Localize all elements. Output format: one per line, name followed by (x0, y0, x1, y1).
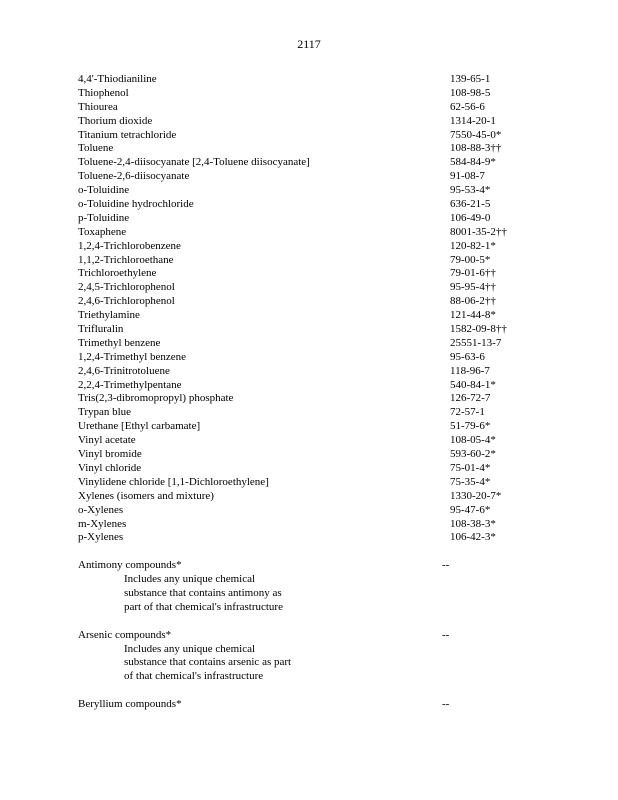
cas-number: 121-44-8* (450, 309, 496, 322)
chemical-row (78, 518, 538, 532)
cas-number: 79-00-5* (450, 253, 491, 266)
chemical-name: Trimethyl benzene (78, 336, 161, 349)
chemical-row (78, 365, 538, 379)
chemical-name: Trichloroethylene (78, 267, 157, 280)
chemical-name: m-Xylenes (78, 517, 127, 530)
chemical-row (78, 531, 538, 545)
chemical-name: Toxaphene (78, 225, 127, 238)
chemical-row (78, 476, 538, 490)
chemical-name: p-Toluidine (78, 211, 130, 224)
chemical-name: o-Toluidine (78, 184, 130, 197)
cas-number: 95-53-4* (450, 184, 491, 197)
compound-group-cas: -- (442, 559, 450, 571)
chemical-row (78, 115, 538, 129)
chemical-name: Toluene-2,6-diisocyanate (78, 170, 190, 183)
chemical-name: Trifluralin (78, 323, 124, 336)
cas-number: 636-21-5 (450, 198, 491, 211)
cas-number: 62-56-6 (450, 100, 485, 113)
chemical-row (78, 87, 538, 101)
chemical-row (78, 448, 538, 462)
chemical-row (78, 281, 538, 295)
description-line: substance that contains antimony as (124, 586, 282, 599)
compound-group-name: Arsenic compounds* (78, 628, 172, 641)
chemical-name: 1,2,4-Trimethyl benzene (78, 350, 187, 363)
chemical-row (78, 142, 538, 156)
cas-number: 75-35-4* (450, 475, 491, 488)
chemical-row (78, 504, 538, 518)
cas-number: 126-72-7 (450, 392, 491, 405)
chemical-name: Thorium dioxide (78, 114, 153, 127)
chemical-row (78, 170, 538, 184)
chemical-name: Vinyl acetate (78, 434, 136, 447)
chemical-name: o-Toluidine hydrochloride (78, 198, 194, 211)
cas-number: 1582-09-8†† (450, 323, 507, 336)
cas-number: 7550-45-0* (450, 128, 502, 141)
cas-number: 75-01-4* (450, 461, 491, 474)
compound-group-description (78, 643, 538, 685)
cas-number: 91-08-7 (450, 170, 485, 183)
chemical-row (78, 379, 538, 393)
compound-group-name: Antimony compounds* (78, 559, 182, 571)
cas-number: 1314-20-1 (450, 114, 496, 127)
chemical-row (78, 267, 538, 281)
compound-group (78, 698, 538, 712)
chemical-row (78, 462, 538, 476)
cas-number: 95-95-4†† (450, 281, 496, 294)
chemical-row (78, 101, 538, 115)
cas-number: 120-82-1* (450, 239, 496, 252)
cas-number: 95-47-6* (450, 503, 491, 516)
chemical-row (78, 240, 538, 254)
chemical-name: Toluene (78, 142, 114, 155)
chemical-name: Vinyl bromide (78, 448, 142, 461)
chemical-name: 2,2,4-Trimethylpentane (78, 378, 182, 391)
chemical-name: 2,4,6-Trinitrotoluene (78, 364, 170, 377)
chemical-name: 4,4'-Thiodianiline (78, 73, 157, 85)
chemical-name: Trypan blue (78, 406, 132, 419)
compound-group-name: Beryllium compounds* (78, 698, 182, 711)
cas-number: 108-98-5 (450, 86, 491, 99)
cas-number: 593-60-2* (450, 448, 496, 461)
chemical-name: Vinyl chloride (78, 461, 142, 474)
cas-number: 540-84-1* (450, 378, 496, 391)
chemical-name: Urethane [Ethyl carbamate] (78, 420, 201, 433)
chemical-list (78, 73, 538, 545)
description-line: Includes any unique chemical (124, 572, 256, 585)
cas-number: 79-01-6†† (450, 267, 496, 280)
chemical-name: 2,4,5-Trichlorophenol (78, 281, 175, 294)
chemical-row (78, 351, 538, 365)
chemical-name: Tris(2,3-dibromopropyl) phosphate (78, 392, 234, 405)
chemical-row (78, 295, 538, 309)
compound-group (78, 559, 538, 615)
chemical-name: 1,1,2-Trichloroethane (78, 253, 174, 266)
description-line: of that chemical's infrastructure (124, 670, 264, 683)
compound-group-cas: -- (442, 628, 450, 641)
chemical-name: Thiourea (78, 100, 118, 113)
compound-group-description (78, 573, 538, 615)
chemical-name: o-Xylenes (78, 503, 124, 516)
chemical-name: 1,2,4-Trichlorobenzene (78, 239, 181, 252)
chemical-row (78, 392, 538, 406)
chemical-row (78, 254, 538, 268)
chemical-row (78, 420, 538, 434)
chemical-row (78, 129, 538, 143)
chemical-name: p-Xylenes (78, 531, 124, 544)
chemical-name: Vinylidene chloride [1,1-Dichloroethylene] (78, 475, 269, 488)
compound-group-cas: -- (442, 698, 450, 711)
chemical-row (78, 156, 538, 170)
chemical-name: Titanium tetrachloride (78, 128, 177, 141)
cas-number: 108-05-4* (450, 434, 496, 447)
cas-number: 95-63-6 (450, 350, 485, 363)
chemical-name: Triethylamine (78, 309, 140, 322)
chemical-row (78, 434, 538, 448)
cas-number: 25551-13-7 (450, 336, 502, 349)
cas-number: 88-06-2†† (450, 295, 496, 308)
compound-group (78, 629, 538, 685)
chemical-row (78, 323, 538, 337)
cas-number: 51-79-6* (450, 420, 491, 433)
chemical-row (78, 490, 538, 504)
cas-number: 106-42-3* (450, 531, 496, 544)
cas-number: 8001-35-2†† (450, 225, 507, 238)
chemical-name: Toluene-2,4-diisocyanate [2,4-Toluene diisocyanate] (78, 156, 310, 169)
page-number: 2117 (297, 37, 321, 51)
description-line: part of that chemical's infrastructure (124, 600, 283, 613)
cas-number: 108-38-3* (450, 517, 496, 530)
chemical-row (78, 226, 538, 240)
chemical-name: Xylenes (isomers and mixture) (78, 489, 214, 502)
cas-number: 1330-20-7* (450, 489, 502, 502)
compound-groups (78, 559, 538, 726)
chemical-row (78, 184, 538, 198)
cas-number: 106-49-0 (450, 211, 491, 224)
cas-number: 72-57-1 (450, 406, 485, 419)
description-line: Includes any unique chemical (124, 642, 256, 655)
chemical-row (78, 212, 538, 226)
chemical-name: 2,4,6-Trichlorophenol (78, 295, 175, 308)
chemical-row (78, 337, 538, 351)
cas-number: 584-84-9* (450, 156, 496, 169)
chemical-name: Thiophenol (78, 86, 129, 99)
description-line: substance that contains arsenic as part (124, 656, 292, 669)
chemical-row (78, 309, 538, 323)
cas-number: 118-96-7 (450, 364, 490, 377)
chemical-row (78, 406, 538, 420)
chemical-row (78, 73, 538, 87)
cas-number: 108-88-3†† (450, 142, 502, 155)
cas-number: 139-65-1 (450, 73, 491, 85)
chemical-row (78, 198, 538, 212)
